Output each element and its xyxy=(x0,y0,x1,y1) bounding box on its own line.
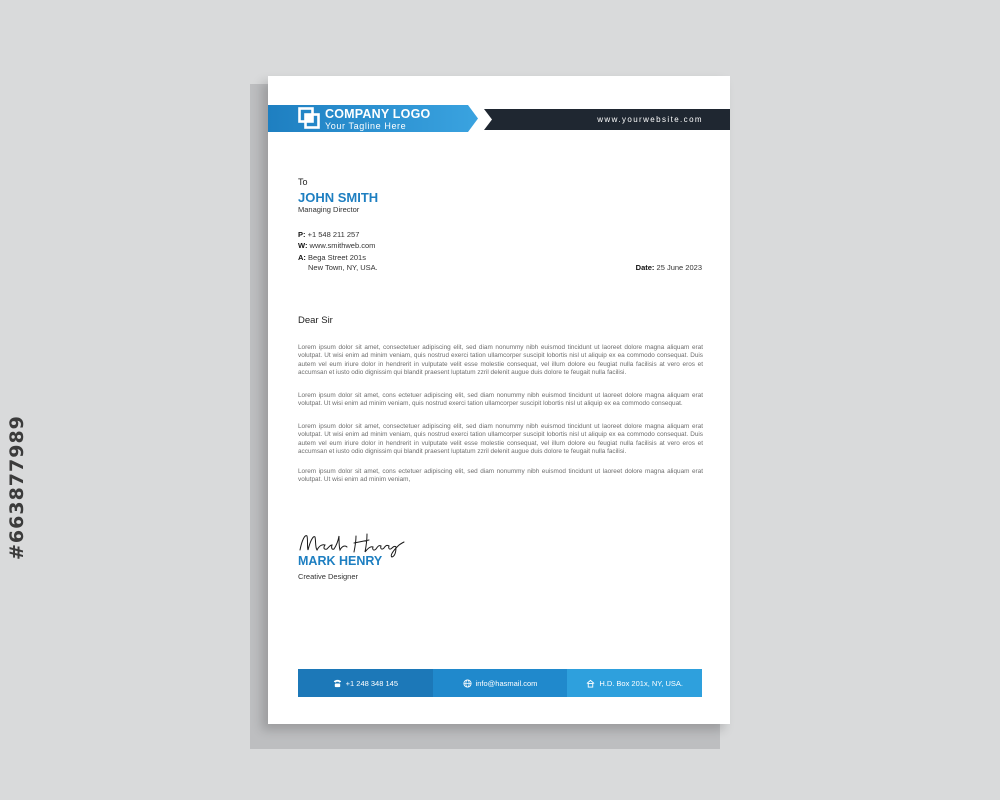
recipient-title: Managing Director xyxy=(298,205,360,214)
letter-date: Date: 25 June 2023 xyxy=(635,263,702,272)
recipient-address-line2: New Town, NY, USA. xyxy=(308,263,378,272)
body-paragraph: Lorem ipsum dolor sit amet, consectetuer adipiscing elit, sed diam nonummy nibh euismod tincidunt ut laoreet dolore magna aliquam erat volutpat. Ut wisi enim ad minim veniam, quis nostrud exerci tation ullamcorper suscipit lobortis nisl ut aliquip ex ea commodo consequat. Duis autem vel eum iriure dolor in hendrerit in vulputate velit esse molestie consequat, vel illum dolore eu feugiat nulla facilisis at vero eros et accumsan et iusto odio dignissim qui blandit praesent luptatum zzril delenit augue duis dolore te feugait nulla facilisi. xyxy=(298,423,703,455)
sender-title: Creative Designer xyxy=(298,572,359,581)
footer-address: H.D. Box 201x, NY, USA. xyxy=(567,669,702,697)
home-icon xyxy=(586,679,595,688)
sender-name: MARK HENRY xyxy=(298,554,383,568)
footer-email: info@hasmail.com xyxy=(433,669,568,697)
phone-icon xyxy=(333,679,342,688)
body-paragraph: Lorem ipsum dolor sit amet, cons ectetuer adipiscing elit, sed diam nonummy nibh euismod tincidunt ut laoreet dolore magna aliquam erat volutpat. Ut wisi enim ad minim veniam, xyxy=(298,468,703,484)
footer-phone: +1 248 348 145 xyxy=(298,669,433,697)
letterhead-page xyxy=(268,76,730,724)
company-logo-text: COMPANY LOGO xyxy=(325,107,431,121)
body-paragraph: Lorem ipsum dolor sit amet, consectetuer adipiscing elit, sed diam nonummy nibh euismod tincidunt ut laoreet dolore magna aliquam erat volutpat. Ut wisi enim ad minim veniam, quis nostrud exerci tation ullamcorper suscipit lobortis nisl ut aliquip ex ea commodo consequat. Duis autem vel eum iriure dolor in hendrerit in vulputate velit esse molestie consequat, vel illum dolore eu feugiat nulla facilisis at vero eros et accumsan et iusto odio dignissim qui blandit praesent luptatum zzril delenit augue duis dolore te feugait nulla facilisi. xyxy=(298,344,703,376)
footer-contact-bar xyxy=(298,669,702,697)
recipient-phone: P: +1 548 211 257 xyxy=(298,230,360,239)
stock-id: #663877989 xyxy=(6,415,28,560)
website-link[interactable]: www.yourwebsite.com xyxy=(597,115,703,124)
company-logo-icon xyxy=(298,107,320,129)
salutation: Dear Sir xyxy=(298,315,333,326)
body-paragraph: Lorem ipsum dolor sit amet, cons ectetuer adipiscing elit, sed diam nonummy nibh euismod tincidunt ut laoreet dolore magna aliquam erat volutpat. Ut wisi enim ad minim veniam, quis nostrud exerci tation ullamcorper suscipit lobortis nisl ut aliquip ex ea commodo consequat. xyxy=(298,392,703,408)
globe-icon xyxy=(463,679,472,688)
recipient-address: A: Bega Street 201s xyxy=(298,253,366,262)
to-label: To xyxy=(298,177,308,187)
company-tagline: Your Tagline Here xyxy=(325,121,407,131)
recipient-name: JOHN SMITH xyxy=(298,190,379,205)
recipient-web: W: www.smithweb.com xyxy=(298,241,376,250)
